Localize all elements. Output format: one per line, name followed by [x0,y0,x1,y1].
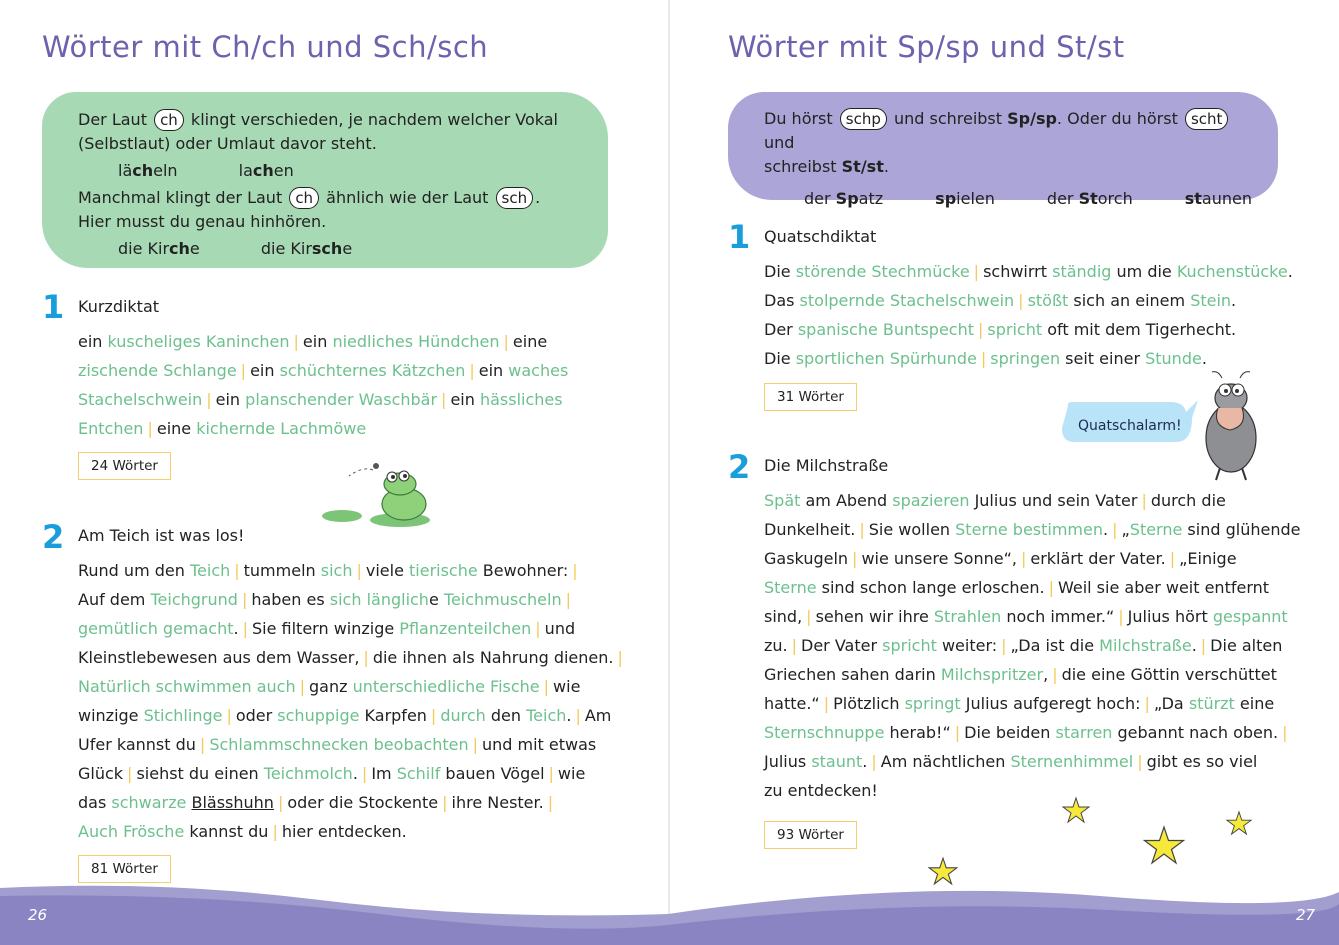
text-segment: die ihnen als Nahrung dienen. [372,648,614,667]
highlighted-word: staunt [811,752,863,771]
highlighted-word: starren [1055,723,1113,742]
highlighted-word: Milchspritzer [940,665,1044,684]
dictation-separator: | [356,561,362,580]
text-segment: bauen Vögel [440,764,545,783]
example-word: die Kirche [118,239,200,258]
highlighted-word: schüchternes Kätzchen [279,361,466,380]
dictation-separator: | [127,764,133,783]
text-segment: die eine Göttin verschüttet [1061,665,1277,684]
highlighted-word: tierische [409,561,478,580]
text-segment: wie unsere Sonne“, [861,549,1017,568]
text-segment: Die beiden [964,723,1056,742]
highlighted-word: spazieren [892,491,970,510]
dictation-text-quatsch [764,257,1293,373]
highlighted-word: springt [904,694,961,713]
text-segment: Auf dem [78,590,151,609]
text-segment: Im [371,764,397,783]
task-number-1: 1 [42,288,65,326]
text-segment: das [78,793,112,812]
text-segment: gibt es so viel [1146,752,1258,771]
text-line [764,776,1300,805]
page-title-left: Wörter mit Ch/ch und Sch/sch [42,30,489,64]
info-line-3: Manchmal klingt der Laut ch ähnlich wie der Laut sch . [78,188,541,207]
highlighted-word: schwarze [111,793,187,812]
task-title-quatschdiktat: Quatschdiktat [764,227,877,246]
highlighted-word: Strahlen [933,607,1002,626]
sound-bubble-ch: ch [154,109,184,131]
text-segment: Plötzlich [833,694,905,713]
highlighted-word: sich [320,561,353,580]
text-segment: kannst du [184,822,269,841]
dictation-separator: | [206,390,212,409]
highlighted-word: kuscheliges Kaninchen [107,332,290,351]
text-segment: Griechen sahen darin [764,665,941,684]
text-segment: Karpfen [359,706,427,725]
text-segment: Julius [764,752,812,771]
speech-text: Quatschalarm! [1078,418,1182,434]
dictation-separator: | [503,332,509,351]
sound-bubble-sch: sch [496,187,534,209]
star-icon [1143,824,1185,866]
text-segment: sind schon lange erloschen. [816,578,1045,597]
text-line [78,672,627,701]
text-segment: eine [512,332,548,351]
text-segment: siehst du einen [136,764,264,783]
text-segment: , [1043,665,1049,684]
dictation-separator: | [1200,636,1207,655]
highlighted-word: Sternenhimmel [1010,752,1134,771]
text-segment: Ufer kannst du [78,735,196,754]
text-segment: e [428,590,444,609]
text-segment: Die alten [1210,636,1283,655]
text-segment: Sie wollen [868,520,956,539]
highlighted-word: waches [508,361,569,380]
text-segment: Das [764,291,800,310]
word-count-box: 93 Wörter [764,821,857,849]
text-line [78,759,627,788]
text-segment: . [233,619,239,638]
bottom-wave-decoration [0,870,1339,945]
highlighted-word: Schilf [396,764,441,783]
text-line [764,286,1293,315]
text-segment: schwirrt [983,262,1053,281]
word-count-box: 24 Wörter [78,452,171,480]
highlighted-word: Teichmuscheln [443,590,562,609]
text-segment: ihre Nester. [451,793,544,812]
text-segment: sind glühende [1182,520,1301,539]
dictation-separator: | [199,735,206,754]
text-segment: . [1201,349,1207,368]
text-segment: Gaskugeln [764,549,849,568]
dictation-separator: | [978,320,984,339]
highlighted-word: Stichlinge [143,706,223,725]
text-segment: ein [215,390,246,409]
highlighted-word: Sterne bestimmen [955,520,1103,539]
text-line [78,414,568,443]
info-line-1: Der Laut ch klingt verschieden, je nachdem welcher Vokal [78,110,558,129]
dictation-separator: | [1137,752,1143,771]
text-segment: tummeln [243,561,321,580]
dictation-separator: | [859,520,865,539]
dictation-separator: | [293,332,299,351]
highlighted-word: ständig [1052,262,1112,281]
text-segment: noch immer.“ [1001,607,1115,626]
text-segment: Die [764,349,796,368]
highlighted-word: Kuchenstücke [1176,262,1288,281]
text-line [764,602,1300,631]
text-segment: am Abend [800,491,893,510]
highlighted-word: Natürlich schwimmen auch [78,677,296,696]
star-icon [1062,796,1090,824]
text-segment: ein [450,390,480,409]
highlighted-word: sich länglich [329,590,429,609]
highlighted-word: spanische Buntspecht [797,320,974,339]
example-row [764,187,1258,211]
text-segment: „ [1121,520,1130,539]
text-segment: den [485,706,527,725]
text-line [78,556,627,585]
text-segment: . [1103,520,1109,539]
highlighted-word: durch [440,706,486,725]
dictation-separator: | [547,793,554,812]
text-line [764,660,1300,689]
text-line [764,631,1300,660]
example-word: die Kirsche [260,239,353,258]
text-segment: wie [553,677,581,696]
bug-creature-illustration [1196,368,1266,484]
text-segment: Glück [78,764,124,783]
text-segment: Julius und sein Vater [969,491,1138,510]
text-line [78,356,568,385]
dictation-separator: | [147,419,153,438]
text-line [78,788,627,817]
highlighted-word: Stachelschwein [78,390,203,409]
sound-bubble-scht: scht [1185,108,1228,130]
highlighted-word: schuppige [277,706,360,725]
text-segment: sich an einem [1068,291,1191,310]
info-line-2: schreibst St/st. [764,157,889,176]
dictation-separator: | [1052,665,1058,684]
text-segment: und mit etwas [481,735,597,754]
dictation-separator: | [1001,636,1007,655]
text-line [78,614,627,643]
text-segment: wie [557,764,586,783]
underlined-word: Blässhuhn [191,793,274,812]
dictation-separator: | [572,561,578,580]
text-line [78,643,627,672]
dictation-separator: | [852,549,858,568]
text-segment: . [1287,262,1293,281]
text-line [764,573,1300,602]
text-segment: hatte.“ [764,694,820,713]
dictation-separator: | [241,590,248,609]
dictation-separator: | [1118,607,1124,626]
dictation-separator: | [1169,549,1176,568]
highlighted-word: hässliches [479,390,563,409]
example-word: lachen [238,161,294,180]
text-segment: Julius hört [1127,607,1213,626]
text-segment: . [1231,291,1237,310]
text-segment: gebannt nach oben. [1112,723,1279,742]
text-line [764,515,1300,544]
dictation-text-milchstrasse [764,486,1300,805]
highlighted-word: stolpernde Stachelschwein [799,291,1015,310]
text-segment: sind, [764,607,803,626]
text-segment: sehen wir ihre [815,607,934,626]
dictation-separator: | [954,723,961,742]
text-line [764,718,1300,747]
page-left [0,0,668,945]
highlighted-word: Sterne [1129,520,1183,539]
text-segment: Am nächtlichen [880,752,1011,771]
highlighted-word: Auch Frösche [78,822,185,841]
highlighted-word: Stein [1190,291,1232,310]
dictation-separator: | [543,677,550,696]
highlighted-word: spricht [882,636,937,655]
text-segment: Kleinstlebewesen aus dem Wasser, [78,648,360,667]
dictation-separator: | [548,764,554,783]
text-segment: um die [1111,262,1177,281]
dictation-separator: | [299,677,305,696]
highlighted-word: Teich [189,561,231,580]
dictation-separator: | [1048,578,1054,597]
text-line [78,701,627,730]
highlighted-word: Spät [764,491,801,510]
text-line [78,327,568,356]
example-word: lächeln [118,161,178,180]
text-segment: Der [764,320,798,339]
dictation-text-teich [78,556,627,846]
text-segment: Julius aufgeregt hoch: [960,694,1141,713]
highlighted-word: Teichmolch [263,764,353,783]
dictation-separator: | [242,619,248,638]
sound-bubble-schp: schp [840,108,887,130]
text-segment: zu. [764,636,788,655]
text-line [78,730,627,759]
dictation-separator: | [277,793,284,812]
text-line [764,315,1293,344]
task-title-teich: Am Teich ist was los! [78,526,245,545]
info-line-2: (Selbstlaut) oder Umlaut davor steht. [78,134,377,153]
text-segment: erklärt der Vater. [1030,549,1166,568]
dictation-separator: | [441,390,447,409]
text-segment: viele [365,561,409,580]
example-word: der Storch [1046,189,1133,208]
highlighted-word: planschender Waschbär [245,390,438,409]
highlighted-word: stößt [1027,291,1069,310]
highlighted-word: Teichgrund [150,590,238,609]
task-number-1: 1 [728,218,751,256]
text-line [78,817,627,846]
task-title-kurzdiktat: Kurzdiktat [78,297,160,316]
dictation-separator: | [240,361,247,380]
dictation-separator: | [973,262,980,281]
text-segment: zu entdecken! [764,781,878,800]
highlighted-word: Sterne [764,578,817,597]
text-segment: durch die [1150,491,1226,510]
dictation-separator: | [1018,291,1024,310]
text-segment: hier entdecken. [281,822,407,841]
dictation-separator: | [980,349,987,368]
dictation-separator: | [823,694,830,713]
dictation-separator: | [565,590,571,609]
example-row-1 [78,159,578,183]
text-segment: ein [302,332,333,351]
highlighted-word: stürzt [1188,694,1235,713]
word-count-box: 81 Wörter [78,855,171,883]
info-line-4: Hier musst du genau hinhören. [78,212,327,231]
text-segment: „Da [1153,694,1189,713]
highlighted-word: gespannt [1212,607,1288,626]
text-line [764,257,1293,286]
highlighted-word: Entchen [78,419,144,438]
text-line [78,585,627,614]
text-segment: haben es [251,590,330,609]
frog-illustration [318,458,438,530]
text-segment: Rund um den [78,561,190,580]
text-segment: Bewohner: [477,561,569,580]
dictation-separator: | [469,361,475,380]
text-segment: Am [584,706,612,725]
text-segment: oder [235,706,278,725]
dictation-separator: | [1112,520,1118,539]
word-count-box: 31 Wörter [764,383,857,411]
page-title-right: Wörter mit Sp/sp und St/st [728,30,1125,64]
dictation-separator: | [1141,491,1147,510]
highlighted-word: sportlichen Spürhunde [795,349,977,368]
dictation-separator: | [361,764,368,783]
highlighted-word: kichernde Lachmöwe [196,419,367,438]
dictation-separator: | [617,648,623,667]
text-segment: . [1191,636,1197,655]
dictation-separator: | [535,619,541,638]
text-segment: . [862,752,868,771]
page-number-left: 26 [28,906,48,924]
text-segment: „Einige [1179,549,1237,568]
task-number-2: 2 [728,448,751,486]
dictation-separator: | [575,706,581,725]
dictation-separator: | [363,648,369,667]
dictation-text-kurzdiktat [78,327,568,443]
sound-bubble-ch: ch [289,187,319,209]
text-segment: Sie filtern winzige [252,619,400,638]
dictation-separator: | [1144,694,1150,713]
highlighted-word: Stunde [1145,349,1202,368]
dictation-separator: | [430,706,437,725]
example-word: spielen [935,189,995,208]
highlighted-word: Sternschnuppe [764,723,885,742]
text-segment: . [352,764,358,783]
text-segment: seit einer [1060,349,1146,368]
example-row-2 [78,237,578,261]
text-segment: Die [764,262,796,281]
dictation-separator: | [1020,549,1027,568]
highlighted-word: niedliches Hündchen [332,332,500,351]
highlighted-word: Teich [526,706,567,725]
text-segment: ein [478,361,509,380]
text-segment: herab!“ [884,723,951,742]
dictation-separator: | [791,636,798,655]
text-segment: oder die Stockente [287,793,439,812]
text-segment: winzige [78,706,144,725]
text-segment: Dunkelheit. [764,520,856,539]
dictation-separator: | [1282,723,1288,742]
task-title-milchstrasse: Die Milchstraße [764,456,889,475]
text-line [764,486,1300,515]
info-box-ch-sch [42,92,608,268]
text-segment: weiter: [936,636,998,655]
info-line-1: Du hörst schp und schreibst Sp/sp. Oder du hörst scht und [764,107,1258,155]
text-line [78,385,568,414]
highlighted-word: Schlammschnecken beobachten [209,735,469,754]
dictation-separator: | [472,735,478,754]
highlighted-word: springen [990,349,1061,368]
text-line [764,689,1300,718]
dictation-separator: | [871,752,877,771]
example-word: staunen [1184,189,1252,208]
highlighted-word: Milchstraße [1099,636,1192,655]
dictation-separator: | [442,793,448,812]
highlighted-word: zischende Schlange [78,361,237,380]
text-segment: und [544,619,576,638]
task-number-2: 2 [42,518,65,556]
text-segment: eine [156,419,197,438]
highlighted-word: gemütlich gemacht [78,619,234,638]
text-segment: Weil sie aber weit entfernt [1057,578,1270,597]
info-box-sp-st [728,92,1278,208]
text-segment: eine [1234,694,1275,713]
highlighted-word: Pflanzenteilchen [399,619,532,638]
highlighted-word: unterschiedliche Fische [352,677,540,696]
text-line [764,544,1300,573]
dictation-separator: | [234,561,240,580]
dictation-separator: | [272,822,278,841]
text-segment: . [566,706,572,725]
page-number-right: 27 [1296,906,1316,924]
text-segment: „Da ist die [1010,636,1100,655]
highlighted-word: störende Stechmücke [795,262,970,281]
text-segment: Der Vater [801,636,883,655]
highlighted-word: spricht [987,320,1043,339]
dictation-separator: | [806,607,812,626]
text-line [764,747,1300,776]
text-segment: ein [250,361,280,380]
star-icon [1226,810,1252,836]
dictation-separator: | [226,706,232,725]
text-segment: oft mit dem Tigerhecht. [1042,320,1237,339]
text-segment: ganz [309,677,353,696]
text-segment: ein [78,332,108,351]
example-word: der Spatz [804,189,884,208]
